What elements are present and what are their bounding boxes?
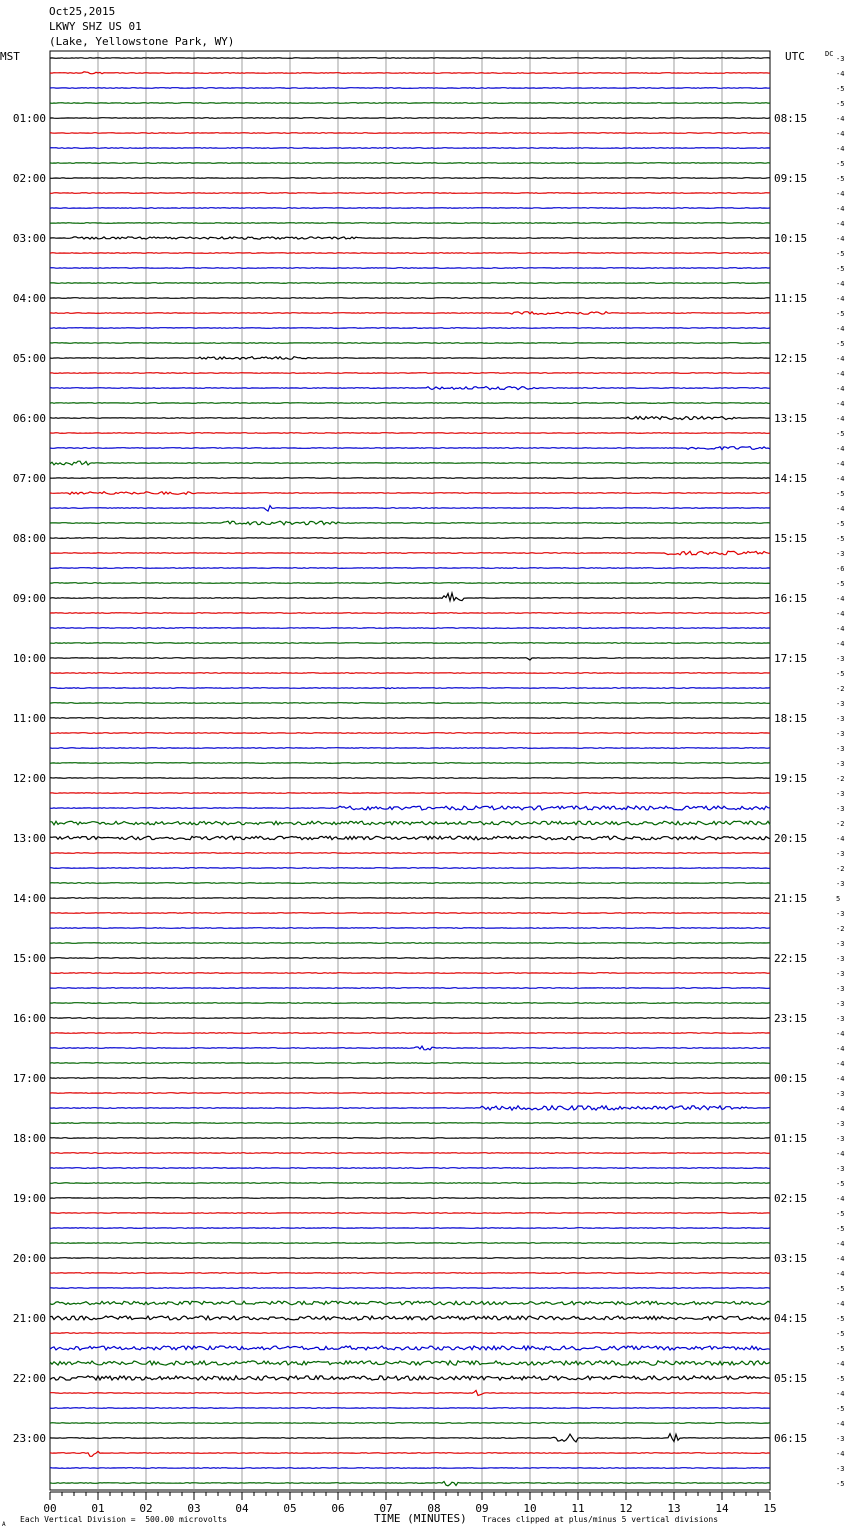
- hour-label-right: 16:15: [774, 592, 808, 605]
- dc-offset-label: -3: [836, 955, 845, 963]
- trace-line: [50, 1213, 770, 1214]
- dc-offset-label: -4: [836, 355, 845, 363]
- trace-line: [50, 193, 770, 194]
- dc-offset-label: -4: [836, 1060, 845, 1068]
- dc-offset-label: -3: [836, 880, 845, 888]
- dc-offset-label: -4: [836, 145, 845, 153]
- trace-line: [50, 328, 770, 329]
- dc-offset-label: -4: [836, 640, 845, 648]
- plot-frame: [50, 51, 770, 1490]
- trace-line: [50, 763, 770, 764]
- dc-offset-label: -4: [836, 1105, 845, 1113]
- dc-offset-label: -3: [836, 715, 845, 723]
- hour-label-left: 02:00: [12, 172, 46, 185]
- dc-offset-label: -6: [836, 565, 845, 573]
- dc-offset-label: -4: [836, 280, 845, 288]
- dc-offset-label: -4: [836, 295, 845, 303]
- dc-offset-label: -4: [836, 1360, 845, 1368]
- trace-line: [50, 223, 770, 224]
- dc-offset-label: -5: [836, 1480, 845, 1488]
- x-tick-label: 03: [187, 1502, 201, 1515]
- dc-offset-label: -5: [836, 160, 845, 168]
- hour-label-right: 10:15: [774, 232, 808, 245]
- hour-label-left: 11:00: [12, 712, 46, 725]
- trace-line: [50, 1033, 770, 1034]
- dc-offset-label: -2: [836, 925, 845, 933]
- dc-offset-label: -3: [836, 790, 845, 798]
- trace-line: [50, 163, 770, 164]
- trace-line: [50, 506, 770, 512]
- trace-line: [50, 1018, 770, 1019]
- trace-line: [50, 103, 770, 104]
- trace-line: [50, 898, 770, 899]
- dc-offset-label: -5: [836, 430, 845, 438]
- dc-offset-label: -4: [836, 1255, 845, 1263]
- trace-line: [50, 1168, 770, 1169]
- trace-line: [50, 72, 770, 74]
- plot-date: Oct25,2015: [49, 5, 116, 18]
- trace-line: [50, 1183, 770, 1184]
- trace-line: [50, 748, 770, 749]
- trace-line: [50, 1316, 770, 1320]
- trace-line: [50, 492, 770, 495]
- trace-line: [50, 943, 770, 944]
- dc-offset-label: -4: [836, 1075, 845, 1083]
- dc-offset-label: -5: [836, 250, 845, 258]
- trace-line: [50, 613, 770, 614]
- trace-line: [50, 312, 770, 315]
- dc-offset-label: -4: [836, 235, 845, 243]
- dc-offset-label: -5: [836, 265, 845, 273]
- dc-offset-label: -4: [836, 625, 845, 633]
- hour-label-right: 02:15: [774, 1192, 808, 1205]
- trace-line: [50, 1482, 770, 1486]
- hour-label-left: 15:00: [12, 952, 46, 965]
- trace-line: [50, 1093, 770, 1094]
- trace-line: [50, 88, 770, 89]
- dc-offset-label: -3: [836, 850, 845, 858]
- trace-line: [50, 268, 770, 269]
- trace-line: [50, 148, 770, 149]
- dc-offset-label: -3: [836, 55, 845, 63]
- trace-line: [50, 118, 770, 119]
- x-tick-label: 08: [427, 1502, 441, 1515]
- dc-offset-label: -4: [836, 1150, 845, 1158]
- dc-offset-label: -4: [836, 1450, 845, 1458]
- hour-label-right: 05:15: [774, 1372, 808, 1385]
- dc-offset-label: -3: [836, 655, 845, 663]
- hour-label-left: 12:00: [12, 772, 46, 785]
- hour-label-right: 11:15: [774, 292, 808, 305]
- dc-offset-label: -4: [836, 325, 845, 333]
- right-timezone-label: UTC: [785, 50, 805, 63]
- dc-offset-label: -3: [836, 1435, 845, 1443]
- dc-offset-label: -4: [836, 505, 845, 513]
- x-tick-label: 15: [763, 1502, 777, 1515]
- hour-label-right: 23:15: [774, 1012, 808, 1025]
- trace-line: [50, 1468, 770, 1469]
- dc-offset-label: -4: [836, 205, 845, 213]
- trace-line: [50, 521, 770, 525]
- x-tick-label: 00: [43, 1502, 57, 1515]
- trace-line: [50, 1346, 770, 1350]
- dc-offset-label: -2: [836, 775, 845, 783]
- trace-line: [50, 433, 770, 434]
- hour-label-right: 12:15: [774, 352, 808, 365]
- dc-offset-label: -4: [836, 1270, 845, 1278]
- trace-line: [50, 478, 770, 479]
- hour-label-left: 08:00: [12, 532, 46, 545]
- dc-offset-label: -4: [836, 370, 845, 378]
- hour-label-left: 16:00: [12, 1012, 46, 1025]
- trace-line: [50, 628, 770, 629]
- trace-line: [50, 1361, 770, 1365]
- dc-offset-label: -5: [836, 670, 845, 678]
- x-tick-label: 11: [571, 1502, 585, 1515]
- trace-line: [50, 1408, 770, 1409]
- trace-line: [50, 1228, 770, 1229]
- dc-offset-label: -4: [836, 445, 845, 453]
- trace-line: [50, 673, 770, 674]
- dc-offset-label: -3: [836, 1120, 845, 1128]
- trace-line: [50, 1063, 770, 1064]
- hour-label-left: 06:00: [12, 412, 46, 425]
- trace-line: [50, 1423, 770, 1424]
- trace-line: [50, 778, 770, 779]
- trace-line: [50, 1046, 770, 1050]
- dc-offset-label: -4: [836, 1045, 845, 1053]
- dc-offset-label: -5: [836, 175, 845, 183]
- trace-line: [50, 793, 770, 794]
- hour-label-right: 18:15: [774, 712, 808, 725]
- dc-offset-label: -5: [836, 310, 845, 318]
- x-tick-label: 05: [283, 1502, 297, 1515]
- dc-offset-label: -4: [836, 1240, 845, 1248]
- dc-offset-label: -5: [836, 1285, 845, 1293]
- hour-label-left: 04:00: [12, 292, 46, 305]
- left-timezone-label: MST: [0, 50, 20, 63]
- hour-label-left: 22:00: [12, 1372, 46, 1385]
- dc-offset-label: -4: [836, 595, 845, 603]
- trace-line: [50, 1198, 770, 1199]
- dc-offset-label: -5: [836, 340, 845, 348]
- dc-offset-label: -2: [836, 820, 845, 828]
- x-tick-label: 06: [331, 1502, 345, 1515]
- trace-line: [50, 237, 770, 239]
- station-location: (Lake, Yellowstone Park, WY): [49, 35, 235, 48]
- dc-offset-label: -2: [836, 865, 845, 873]
- hour-label-right: 08:15: [774, 112, 808, 125]
- dc-offset-label: -5: [836, 1405, 845, 1413]
- dc-offset-label: -5: [836, 520, 845, 528]
- hour-label-left: 09:00: [12, 592, 46, 605]
- hour-label-left: 18:00: [12, 1132, 46, 1145]
- dc-offset-label: -4: [836, 400, 845, 408]
- dc-offset-label: -3: [836, 970, 845, 978]
- trace-line: [50, 1288, 770, 1289]
- hour-label-left: 19:00: [12, 1192, 46, 1205]
- dc-offset-label: -5: [836, 1315, 845, 1323]
- dc-offset-label: -3: [836, 730, 845, 738]
- trace-line: [50, 208, 770, 209]
- hour-label-left: 05:00: [12, 352, 46, 365]
- hour-label-left: 17:00: [12, 1072, 46, 1085]
- trace-line: [50, 1138, 770, 1139]
- x-tick-label: 02: [139, 1502, 153, 1515]
- trace-line: [50, 1301, 770, 1305]
- dc-offset-label: -4: [836, 385, 845, 393]
- dc-offset-label: -4: [836, 1300, 845, 1308]
- trace-line: [50, 1003, 770, 1004]
- dc-offset-label: -4: [836, 1390, 845, 1398]
- trace-line: [50, 883, 770, 884]
- trace-line: [50, 1123, 770, 1124]
- dc-offset-label: -3: [836, 760, 845, 768]
- hour-label-right: 20:15: [774, 832, 808, 845]
- trace-line: [50, 461, 770, 465]
- trace-line: [50, 1273, 770, 1274]
- dc-offset-label: -5: [836, 490, 845, 498]
- dc-offset-label: -3: [836, 745, 845, 753]
- trace-line: [50, 283, 770, 284]
- trace-line: [50, 1258, 770, 1259]
- hour-label-left: 10:00: [12, 652, 46, 665]
- trace-line: [50, 853, 770, 854]
- hour-label-left: 14:00: [12, 892, 46, 905]
- trace-line: [50, 298, 770, 299]
- trace-line: [50, 583, 770, 584]
- hour-label-right: 19:15: [774, 772, 808, 785]
- x-tick-label: 14: [715, 1502, 729, 1515]
- x-tick-label: 09: [475, 1502, 489, 1515]
- x-tick-label: 07: [379, 1502, 393, 1515]
- dc-offset-label: -5: [836, 580, 845, 588]
- dc-offset-label: -5: [836, 1180, 845, 1188]
- dc-offset-label: -3: [836, 700, 845, 708]
- trace-line: [50, 538, 770, 539]
- trace-line: [50, 703, 770, 704]
- dc-offset-label: -3: [836, 1135, 845, 1143]
- trace-line: [50, 1434, 770, 1442]
- trace-line: [50, 1376, 770, 1380]
- hour-label-left: 13:00: [12, 832, 46, 845]
- hour-label-right: 09:15: [774, 172, 808, 185]
- dc-offset-label: -5: [836, 1345, 845, 1353]
- dc-header-label: DC: [825, 50, 834, 58]
- dc-offset-label: -5: [836, 100, 845, 108]
- dc-offset-label: -3: [836, 1465, 845, 1473]
- dc-offset-label: -4: [836, 475, 845, 483]
- hour-label-right: 17:15: [774, 652, 808, 665]
- trace-line: [50, 343, 770, 344]
- dc-offset-label: -4: [836, 190, 845, 198]
- trace-line: [50, 821, 770, 825]
- dc-offset-label: -5: [836, 1330, 845, 1338]
- trace-line: [50, 1451, 770, 1456]
- trace-line: [50, 447, 770, 450]
- dc-offset-label: -3: [836, 910, 845, 918]
- clip-note: Traces clipped at plus/minus 5 vertical divisions: [482, 1515, 719, 1524]
- trace-line: [50, 551, 770, 555]
- hour-label-right: 14:15: [774, 472, 808, 485]
- dc-offset-label: -4: [836, 70, 845, 78]
- dc-offset-label: -3: [836, 985, 845, 993]
- x-tick-label: 13: [667, 1502, 681, 1515]
- hour-label-left: 20:00: [12, 1252, 46, 1265]
- dc-offset-label: 5: [836, 895, 841, 903]
- trace-line: [50, 387, 770, 390]
- dc-offset-label: -3: [836, 1000, 845, 1008]
- trace-line: [50, 133, 770, 134]
- x-tick-label: 04: [235, 1502, 249, 1515]
- trace-line: [50, 178, 770, 179]
- dc-offset-label: -4: [836, 460, 845, 468]
- x-tick-label: 12: [619, 1502, 633, 1515]
- dc-offset-label: -4: [836, 610, 845, 618]
- trace-line: [50, 1153, 770, 1154]
- trace-line: [50, 806, 770, 810]
- hour-label-left: 23:00: [12, 1432, 46, 1445]
- trace-line: [50, 958, 770, 959]
- hour-label-left: 21:00: [12, 1312, 46, 1325]
- dc-offset-label: -3: [836, 1090, 845, 1098]
- trace-line: [50, 357, 770, 360]
- hour-label-right: 15:15: [774, 532, 808, 545]
- dc-offset-label: -4: [836, 1030, 845, 1038]
- dc-offset-label: -5: [836, 1375, 845, 1383]
- dc-offset-label: -5: [836, 535, 845, 543]
- hour-label-right: 00:15: [774, 1072, 808, 1085]
- hour-label-right: 03:15: [774, 1252, 808, 1265]
- hour-label-left: 01:00: [12, 112, 46, 125]
- dc-offset-label: -4: [836, 835, 845, 843]
- dc-offset-label: -5: [836, 1210, 845, 1218]
- x-tick-label: 10: [523, 1502, 537, 1515]
- hour-label-right: 01:15: [774, 1132, 808, 1145]
- station-code: LKWY SHZ US 01: [49, 20, 142, 33]
- x-tick-label: 01: [91, 1502, 105, 1515]
- dc-offset-label: -5: [836, 1225, 845, 1233]
- dc-offset-label: -4: [836, 1420, 845, 1428]
- hour-label-left: 07:00: [12, 472, 46, 485]
- trace-line: [50, 973, 770, 974]
- hour-label-right: 21:15: [774, 892, 808, 905]
- trace-line: [50, 733, 770, 734]
- dc-offset-label: -4: [836, 415, 845, 423]
- dc-offset-label: -2: [836, 685, 845, 693]
- trace-line: [50, 1333, 770, 1334]
- dc-offset-label: -3: [836, 1165, 845, 1173]
- dc-offset-label: -5: [836, 85, 845, 93]
- trace-line: [50, 253, 770, 254]
- trace-line: [50, 718, 770, 719]
- trace-line: [50, 416, 770, 419]
- trace-line: [50, 658, 770, 660]
- trace-line: [50, 58, 770, 59]
- trace-line: [50, 688, 770, 689]
- hour-label-right: 13:15: [774, 412, 808, 425]
- hour-label-right: 22:15: [774, 952, 808, 965]
- trace-line: [50, 568, 770, 569]
- hour-label-right: 06:15: [774, 1432, 808, 1445]
- dc-offset-label: -3: [836, 550, 845, 558]
- trace-line: [50, 593, 770, 601]
- trace-line: [50, 928, 770, 929]
- corner-mark: A: [2, 1521, 6, 1528]
- x-axis-title: TIME (MINUTES): [374, 1512, 467, 1525]
- dc-offset-label: -3: [836, 1015, 845, 1023]
- dc-offset-label: -3: [836, 805, 845, 813]
- trace-line: [50, 913, 770, 914]
- hour-label-right: 04:15: [774, 1312, 808, 1325]
- dc-offset-label: -4: [836, 115, 845, 123]
- hour-label-left: 03:00: [12, 232, 46, 245]
- trace-line: [50, 1106, 770, 1110]
- trace-line: [50, 836, 770, 840]
- trace-line: [50, 643, 770, 644]
- trace-line: [50, 988, 770, 989]
- trace-line: [50, 868, 770, 869]
- trace-line: [50, 403, 770, 404]
- dc-offset-label: -4: [836, 130, 845, 138]
- trace-line: [50, 1243, 770, 1244]
- dc-offset-label: -3: [836, 940, 845, 948]
- trace-line: [50, 1390, 770, 1395]
- dc-offset-label: -4: [836, 1195, 845, 1203]
- trace-line: [50, 1078, 770, 1079]
- scale-note: Each Vertical Division = 500.00 microvolts: [20, 1515, 228, 1524]
- trace-line: [50, 373, 770, 374]
- dc-offset-label: -4: [836, 220, 845, 228]
